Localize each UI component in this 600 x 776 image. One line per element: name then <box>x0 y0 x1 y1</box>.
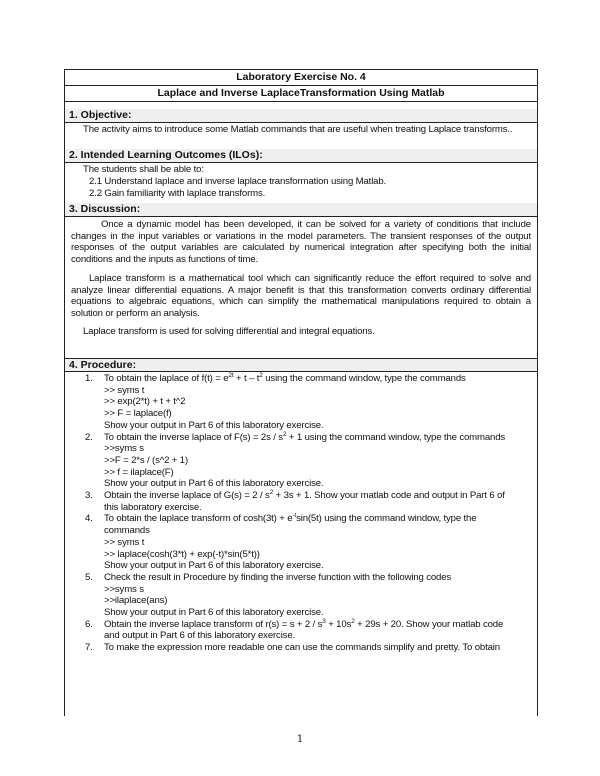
procedure-steps <box>73 373 531 654</box>
page-number: 1 <box>296 734 304 745</box>
discussion-paragraph: Once a dynamic model has been developed, it can be solved for a variety of conditions that include changes in the input variables or variations in the model parameters. The transient responses of the output responses of the output variables are calculated by numerical integration after specifying both the initial conditions and the inputs as functions of time. <box>71 219 531 265</box>
code-line: >>F = 2*s / (s^2 + 1) <box>104 454 189 466</box>
code-line: >>syms s <box>104 583 144 595</box>
ilo-item: 2.2 Gain familiarity with laplace transforms. <box>89 188 266 199</box>
discussion-body <box>65 217 537 358</box>
exercise-title: Laboratory Exercise No. 4 <box>236 71 366 83</box>
ilos-body <box>65 163 537 204</box>
discussion-heading-row <box>65 203 537 217</box>
subtitle-row <box>65 85 537 102</box>
ilos-heading: 2. Intended Learning Outcomes (ILOs): <box>69 149 263 161</box>
step-note: Show your output in Part 6 of this laboratory exercise. <box>104 560 324 572</box>
title-row <box>65 70 537 86</box>
procedure-step-4: 4. To obtain the laplace transform of $\cosh(3t) + e^{-t}\sin(5t)$ using the command window, type the commands >> syms t >> laplace(cosh(3*t) + exp(-t)*sin(5*t)) Show your output in Part 6 of this laboratory exercise. <box>73 513 531 572</box>
procedure-step-2: 2. To obtain the inverse laplace of $F(s) = 2s / s^2 + 1$ using the command window, type the commands >>syms s >>F = 2*s / (s^2 + 1) >> f = ilaplace(F) Show your output in Part 6 of this laboratory exercise. <box>73 432 531 491</box>
code-line: >> exp(2*t) + t + t^2 <box>104 396 186 408</box>
procedure-step-6: 6. Obtain the inverse laplace transform of $r(s) = s + 2 / s^3 + 10s^2 + 29s + 20$. Show your matlab code and output in Part 6 of this laboratory exercise. <box>85 617 504 642</box>
code-line: >> F = laplace(f) <box>104 408 172 420</box>
procedure-step-1: 1. To obtain the laplace of $f(t) = e^{2t} + t - t^2$ using the command window, type the commands >> syms t >> exp(2*t) + t + t^2 >> F = laplace(f) Show your output in Part 6 of this laboratory exercise. <box>73 373 531 432</box>
ilos-intro: The students shall be able to: <box>83 164 204 175</box>
objective-heading: 1. Objective: <box>69 109 132 121</box>
code-line: >> laplace(cosh(3*t) + exp(-t)*sin(5*t)) <box>104 548 260 560</box>
procedure-step-3: 3. Obtain the inverse laplace of $G(s) = 2 / s^2 + 3s + 1$. Show your matlab code and output in Part 6 of this laboratory exercise. <box>85 489 505 513</box>
ilo-item: 2.1 Understand laplace and inverse laplace transformation using Matlab. <box>89 176 387 187</box>
procedure-heading: 4. Procedure: <box>69 359 137 371</box>
step-note: Show your output in Part 6 of this laboratory exercise. <box>104 607 324 619</box>
code-line: >> syms t <box>104 536 145 548</box>
step-note: Show your output in Part 6 of this laboratory exercise. <box>104 478 324 490</box>
discussion-paragraph: Laplace transform is a mathematical tool which can significantly reduce the effort required to solve and analyze linear differential equations. A major benefit is that this transformation converts ordinary differential equations to algebraic equations, which can simplify the mathematical manipulations required to obtain a solution or perform an analysis. <box>71 273 531 319</box>
procedure-step-7: 7. To make the expression more readable one can use the commands simplify and pretty. To obtain <box>85 642 500 654</box>
objective-heading-row <box>65 109 537 123</box>
discussion-paragraph: Laplace transform is used for solving differential and integral equations. <box>83 326 375 337</box>
discussion-heading: 3. Discussion: <box>69 203 141 215</box>
code-line: >>syms s <box>104 443 144 455</box>
step-note: Show your output in Part 6 of this laboratory exercise. <box>104 419 324 431</box>
procedure-step-5: 5. Check the result in Procedure by finding the inverse function with the following codes >>syms s >>ilaplace(ans) Show your output in Part 6 of this laboratory exercise. <box>73 572 531 619</box>
code-line: >> syms t <box>104 384 145 396</box>
code-line: >> f = ilaplace(F) <box>104 466 174 478</box>
objective-text: The activity aims to introduce some Matlab commands that are useful when treating Laplace transforms.. <box>83 124 513 135</box>
code-line: >>ilaplace(ans) <box>104 595 168 607</box>
ilos-heading-row <box>65 149 537 163</box>
procedure-heading-row <box>65 358 537 372</box>
lab-exercise-table <box>64 69 538 716</box>
exercise-subtitle: Laplace and Inverse LaplaceTransformation Using Matlab <box>157 87 445 99</box>
objective-body <box>65 123 537 150</box>
